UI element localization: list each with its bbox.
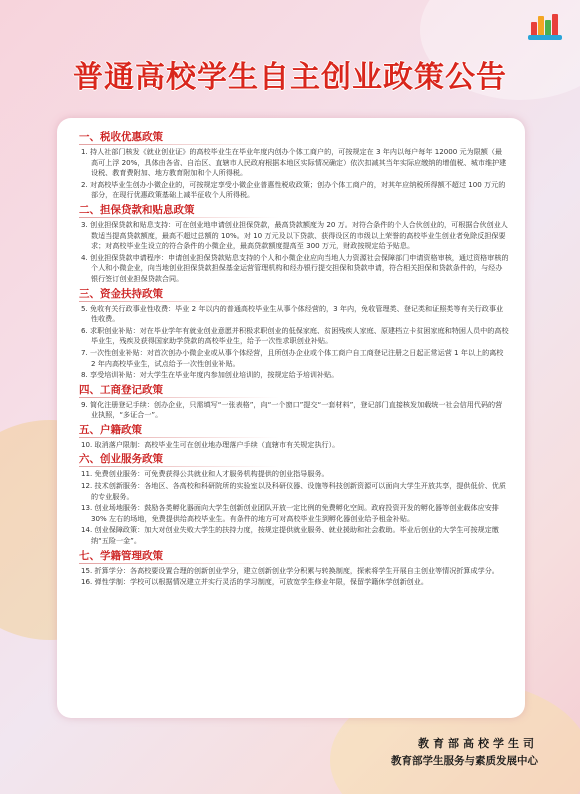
policy-card xyxy=(57,118,525,718)
section-heading xyxy=(79,203,509,217)
heading-underline xyxy=(79,144,279,145)
policy-item: 11. 免费创业服务：可免费获得公共就业和人才服务机构提供的创业指导服务。 xyxy=(81,469,329,479)
section-heading-text: 二、担保贷款和贴息政策 xyxy=(79,203,195,216)
policy-item: 2. 对高校毕业生创办小微企业的，可按规定享受小微企业普惠性税收政策；创办个体工商户的，对其年应纳税所得额不超过 100 万元的部分，在现行优惠政策基础上减半征收个人所得税。 xyxy=(81,179,506,200)
heading-underline xyxy=(79,397,279,398)
logo-icon xyxy=(528,10,562,40)
policy-item: 15. 折算学分：各高校要设置合理的创新创业学分，建立创新创业学分积累与转换制度，探索将学生开展自主创业等情况折算成学分。 xyxy=(81,565,499,575)
section-heading-text: 七、学籍管理政策 xyxy=(79,549,163,562)
policy-item: 16. 弹性学制：学校可以根据情况建立并实行灵活的学习制度，可放宽学生修业年限，保留学籍休学创新创业。 xyxy=(81,577,428,587)
policy-item: 7. 一次性创业补贴：对首次创办小微企业或从事个体经营，且所创办企业或个体工商户自工商登记注册之日起正常运营 1 年以上的离校 2 年内高校毕业生，试点给予一次性创业补贴。 xyxy=(81,347,504,368)
section-heading xyxy=(79,383,509,397)
policy-section xyxy=(79,203,509,285)
section-heading xyxy=(79,549,509,563)
policy-section xyxy=(79,452,509,546)
page-title: 普通高校学生自主创业政策公告 xyxy=(73,60,507,95)
heading-underline xyxy=(79,563,279,564)
policy-section xyxy=(79,423,509,451)
section-heading xyxy=(79,130,509,144)
policy-item: 13. 创业场地服务：鼓励各类孵化器面向大学生创新创业团队开放一定比例的免费孵化空间。政府投资开发的孵化器等创业载体应安排 30% 左右的场地，免费提供给高校毕业生。有条件的地方可对高校毕业生到孵化器创业给予租金补贴。 xyxy=(81,503,499,523)
section-heading xyxy=(79,423,509,437)
section-heading xyxy=(79,287,509,301)
section-heading-text: 三、资金扶持政策 xyxy=(79,287,163,300)
section-heading xyxy=(79,452,509,466)
policy-item: 6. 求职创业补贴：对在毕业学年有就业创业意愿并积极求职创业的低保家庭、贫困残疾人家庭、原建档立卡贫困家庭和特困人员中的高校毕业生，残疾及获得国家助学贷款的高校毕业生，给予一次性求职创业补贴。 xyxy=(81,325,509,346)
policy-item: 3. 创业担保贷款和贴息支持：可在创业地申请创业担保贷款，最高贷款额度为 20 万。对符合条件的个人合伙创业的，可根据合伙创业人数适当提高贷款额度，最高不超过总额的 10%。对 10 万元及以下贷款、获得设区的市级以上荣誉的高校毕业生创业者免除反担保要求；对高校毕业生设立的符合条件的小微企业，最高贷款额度提高至 300 万元，财政按规定给予贴息。 xyxy=(81,219,508,251)
policy-item: 10. 取消落户限制：高校毕业生可在创业地办理落户手续（直辖市有关规定执行）。 xyxy=(81,439,340,449)
section-heading-text: 五、户籍政策 xyxy=(79,423,142,436)
heading-underline xyxy=(79,217,279,218)
policy-item: 5. 免收有关行政事业性收费：毕业 2 年以内的普通高校毕业生从事个体经营的，3 年内，免收管理类、登记类和证照类等有关行政事业性收费。 xyxy=(81,303,504,324)
policy-section xyxy=(79,130,509,201)
policy-item: 12. 技术创新服务：各地区、各高校和科研院所的实验室以及科研仪器、设施等科技创新资源可以面向大学生开放共享，提供低价、优质的专业服务。 xyxy=(81,481,506,501)
heading-underline xyxy=(79,301,279,302)
policy-item: 8. 享受培训补贴：对大学生在毕业年度内参加创业培训的，按规定给予培训补贴。 xyxy=(81,370,339,380)
policy-section xyxy=(79,383,509,421)
policy-section xyxy=(79,549,509,588)
section-heading-text: 四、工商登记政策 xyxy=(79,383,163,396)
heading-underline xyxy=(79,437,279,438)
section-heading-text: 六、创业服务政策 xyxy=(79,453,163,466)
policy-item: 1. 持人社部门核发《就业创业证》的高校毕业生在毕业年度内创办个体工商户的，可按规定在 3 年内以每户每年 12000 元为限额（最高可上浮 20%，具体由各省、自治区、直辖市人民政府根据本地区实际情况确定）依次扣减其当年实际应缴纳的增值税、城市维护建设税、教育费附加、地方教育附加和个人所得税。 xyxy=(81,147,507,178)
issuer-line-1: 教育部高校学生司 xyxy=(418,737,538,750)
policy-content xyxy=(79,130,509,590)
section-heading-text: 一、税收优惠政策 xyxy=(79,131,163,143)
policy-section xyxy=(79,287,509,381)
policy-item: 9. 简化注册登记手续：创办企业，只需填写“一张表格”，向“一个窗口”提交“一套材料”，登记部门直接核发加载统一社会信用代码的营业执照，“多证合一”。 xyxy=(81,399,503,420)
policy-item: 14. 创业保障政策：加大对创业失败大学生的扶持力度，按规定提供就业服务、就业援助和社会救助。毕业后创业的大学生可按规定缴纳“五险一金”。 xyxy=(81,525,499,546)
heading-underline xyxy=(79,466,279,467)
issuer-line-2: 教育部学生服务与素质发展中心 xyxy=(391,755,538,767)
policy-item: 4. 创业担保贷款申请程序：申请创业担保贷款贴息支持的个人和小微企业应向当地人力资源社会保障部门申请资格审核，通过资格审核的个人和小微企业，向当地创业担保贷款担保基金运营管理机构和经办银行提交担保和贷款申请，符合相关担保和贷款条件的，与经办银行签订创业担保贷款合同。 xyxy=(81,252,509,283)
